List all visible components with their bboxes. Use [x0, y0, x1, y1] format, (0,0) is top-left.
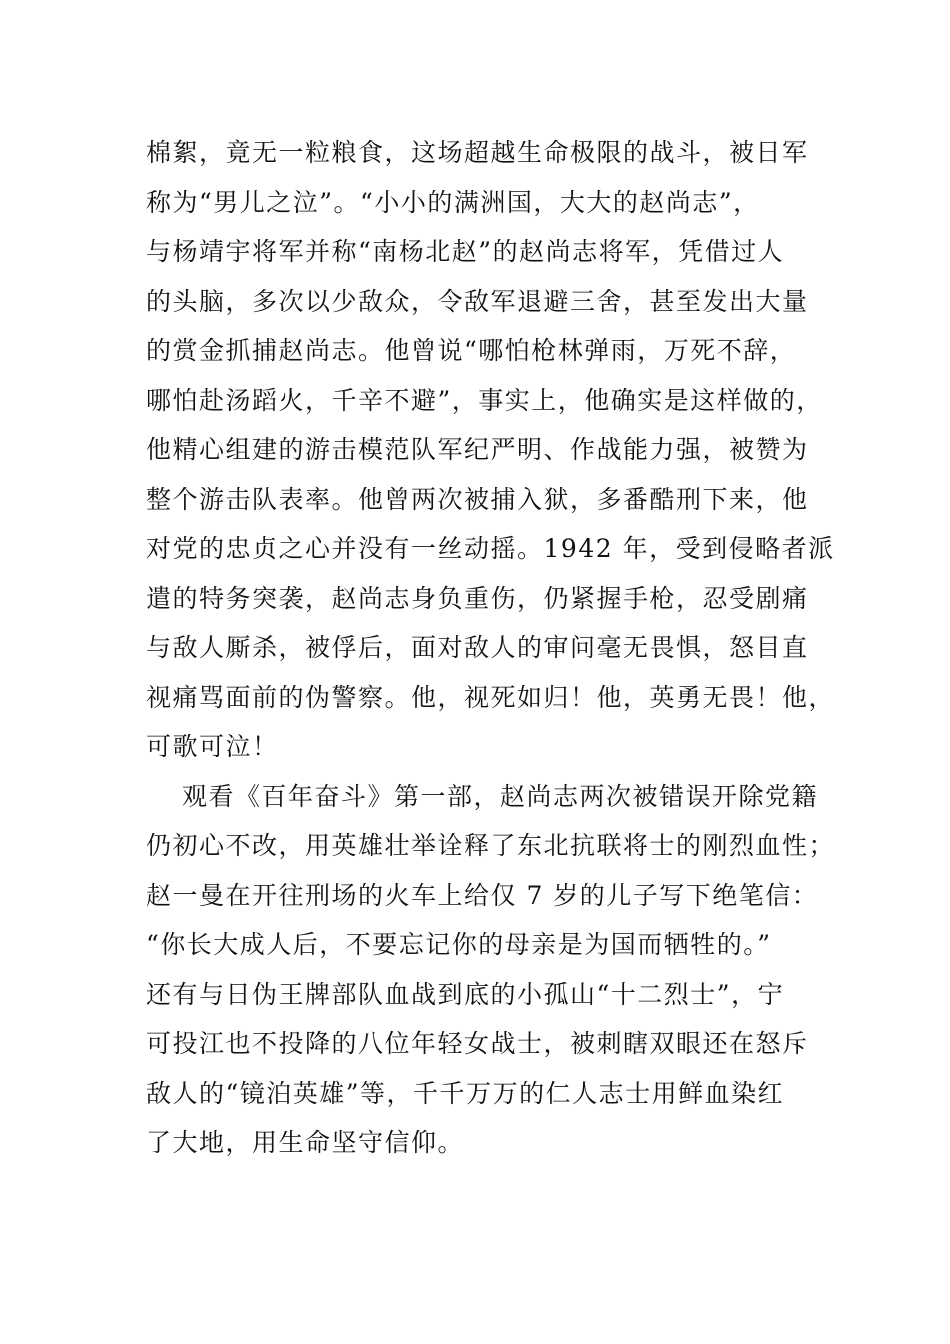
text-line: 仍初心不改，用英雄壮举诠释了东北抗联将士的刚烈血性；: [146, 831, 836, 860]
text-line: 对党的忠贞之心并没有一丝动摇。1942 年，受到侵略者派: [146, 534, 835, 563]
text-line: 可投江也不投降的八位年轻女战士，被刺瞎双眼还在怒斥: [146, 1029, 809, 1058]
text-line: 观看《百年奋斗》第一部，赵尚志两次被错误开除党籍: [182, 782, 819, 811]
text-line: 了大地，用生命坚守信仰。: [146, 1128, 465, 1157]
text-line: 与杨靖宇将军并称“南杨北赵”的赵尚志将军，凭借过人: [146, 237, 785, 266]
text-line: 与敌人厮杀，被俘后，面对敌人的审问毫无畏惧，怒目直: [146, 633, 809, 662]
text-line: 的赏金抓捕赵尚志。他曾说“哪怕枪林弹雨，万死不辞，: [146, 336, 797, 365]
text-line: 可歌可泣！: [146, 732, 279, 761]
text-line: 的头脑，多次以少敌众，令敌军退避三舍，甚至发出大量: [146, 287, 809, 316]
text-line: 哪怕赴汤蹈火，千辛不避”，事实上，他确实是这样做的，: [146, 386, 823, 415]
text-line: 赵一曼在开往刑场的火车上给仅 7 岁的儿子写下绝笔信：: [146, 881, 819, 910]
text-line: 还有与日伪王牌部队血战到底的小孤山“十二烈士”，宁: [146, 980, 785, 1009]
text-line: 视痛骂面前的伪警察。他，视死如归！他，英勇无畏！他，: [146, 683, 836, 712]
text-line: 遣的特务突袭，赵尚志身负重伤，仍紧握手枪，忍受剧痛: [146, 584, 809, 613]
text-line: 敌人的“镜泊英雄”等，千千万万的仁人志士用鲜血染红: [146, 1079, 785, 1108]
text-line: “你长大成人后，不要忘记你的母亲是为国而牺牲的。”: [146, 930, 772, 959]
text-line: 棉絮，竟无一粒粮食，这场超越生命极限的战斗，被日军: [146, 138, 809, 167]
text-line: 称为“男儿之泣”。“小小的满洲国，大大的赵尚志”，: [146, 188, 760, 217]
text-line: 他精心组建的游击模范队军纪严明、作战能力强，被赞为: [146, 435, 809, 464]
text-line: 整个游击队表率。他曾两次被捕入狱，多番酷刑下来，他: [146, 485, 809, 514]
